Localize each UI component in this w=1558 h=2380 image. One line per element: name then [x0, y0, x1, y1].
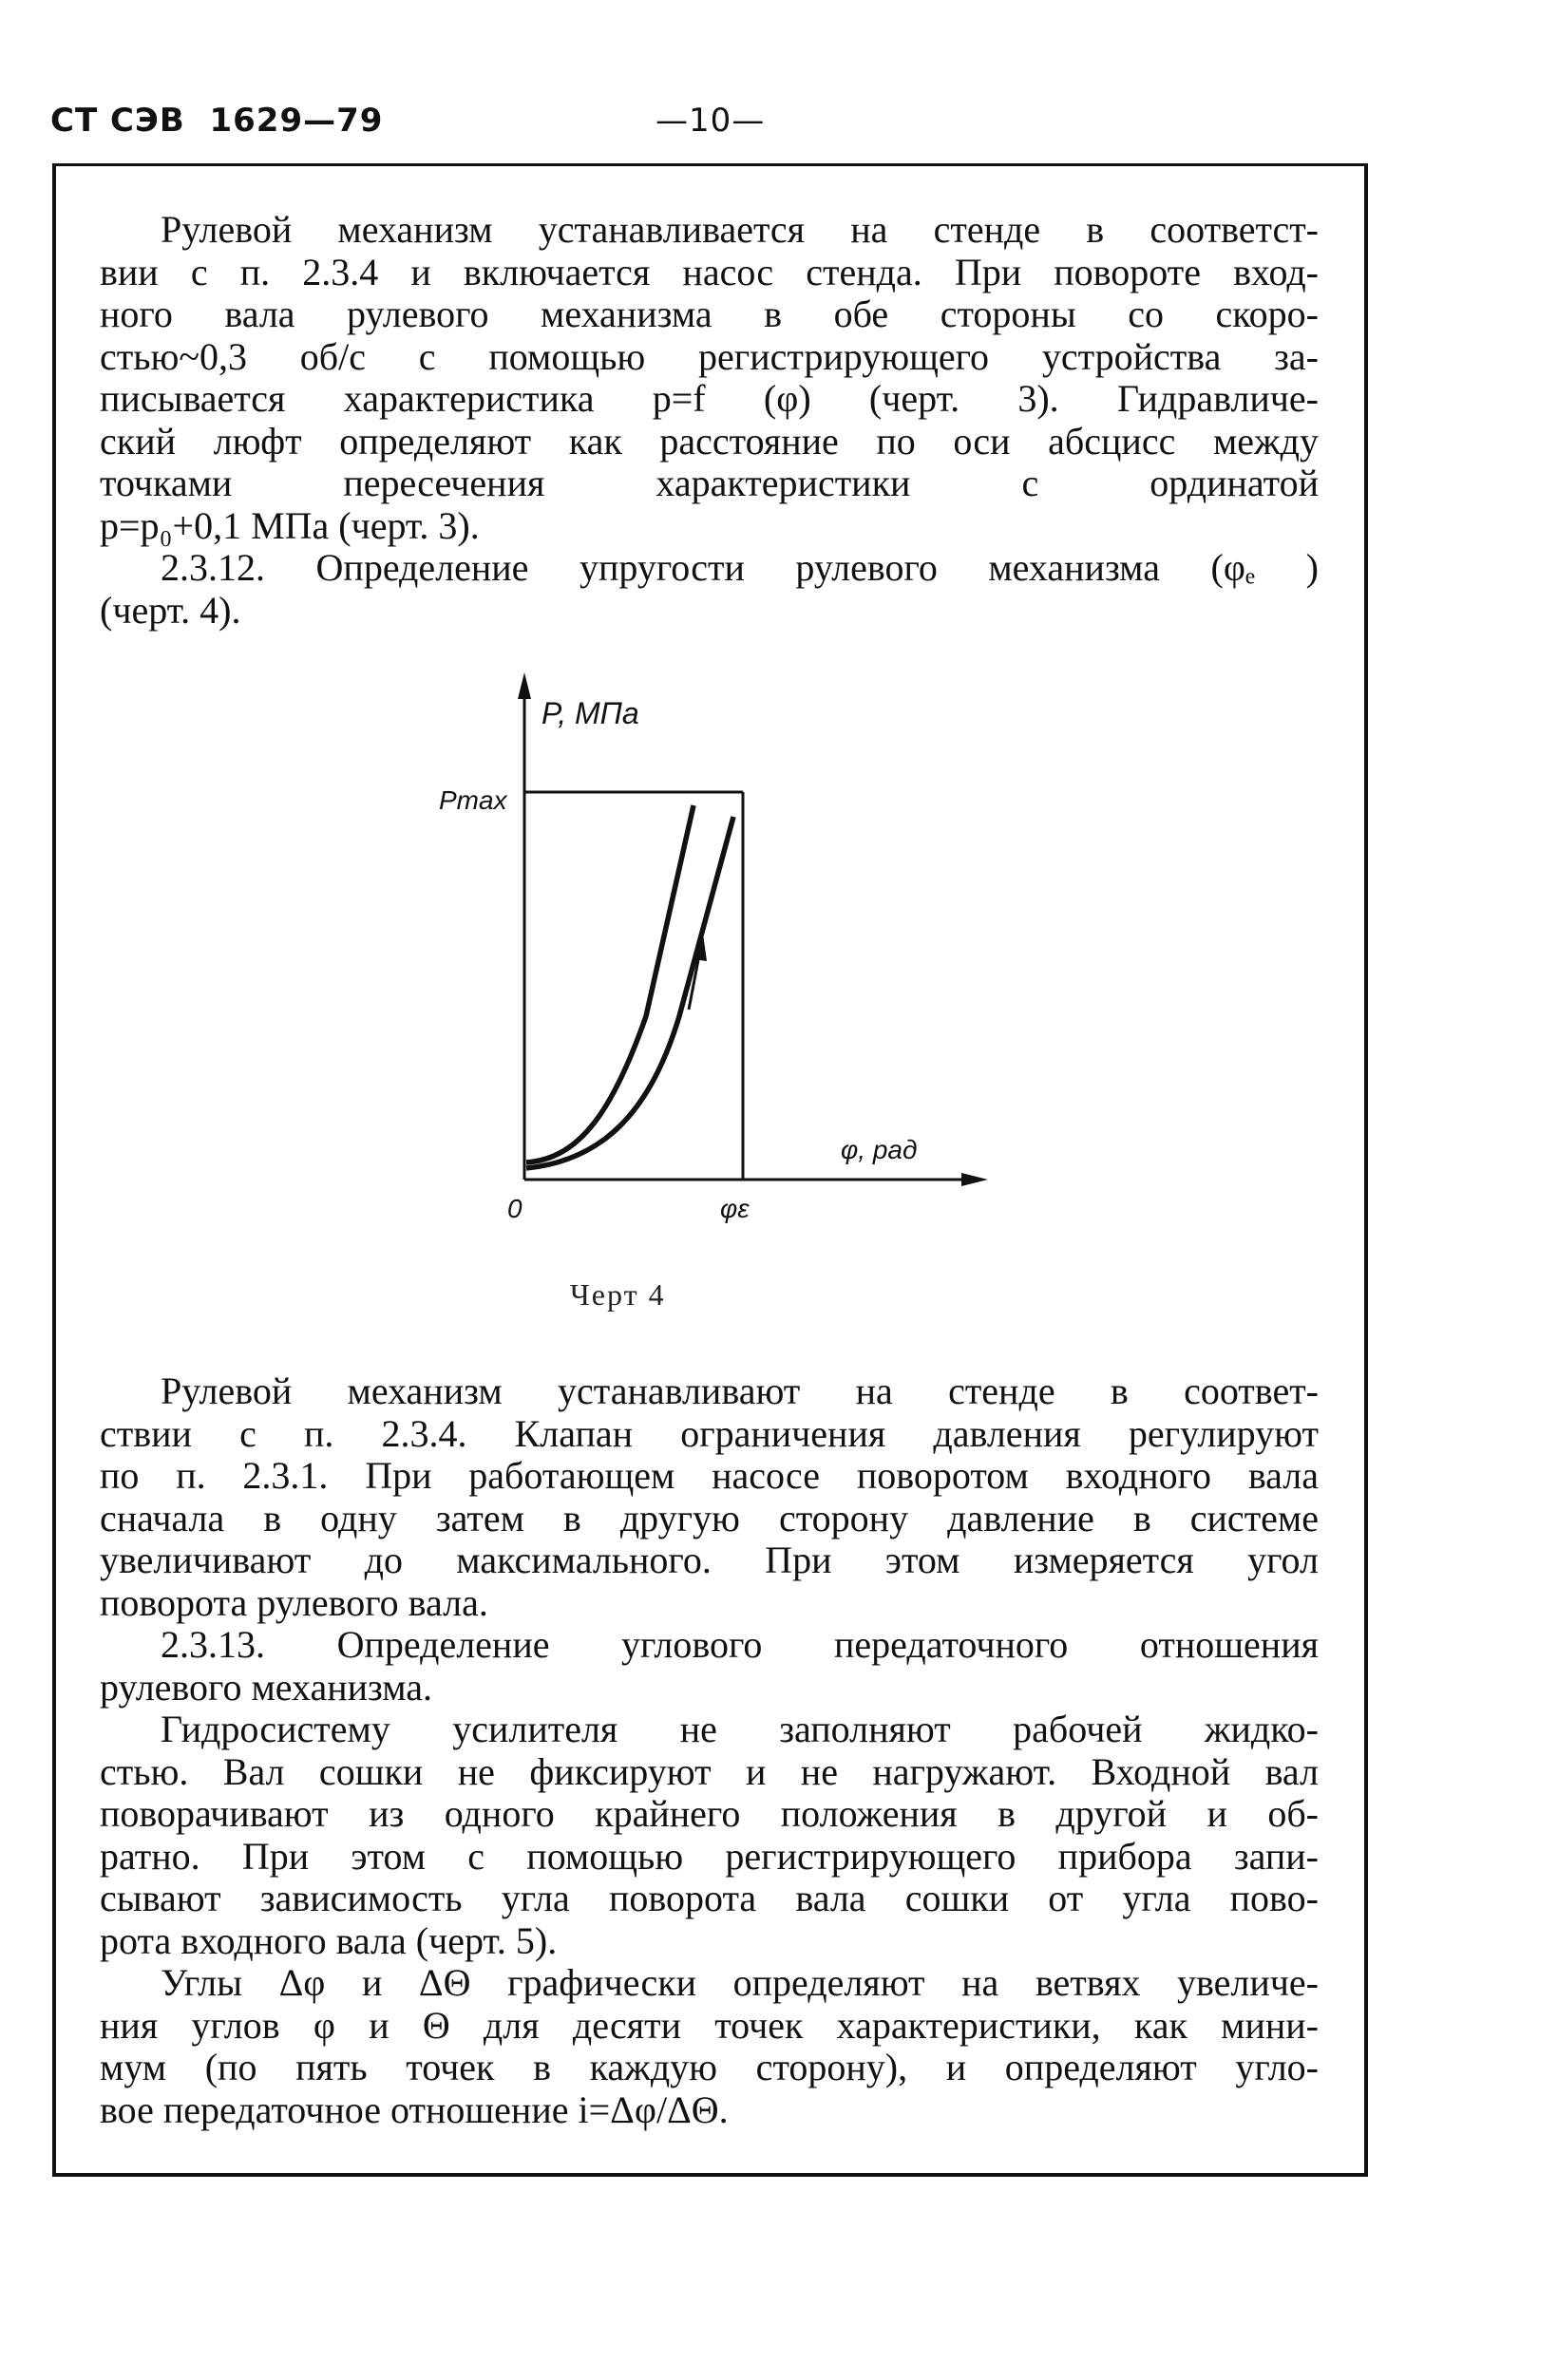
text-line: по п. 2.3.1. При работающем насосе поворотом входного вала [100, 1454, 1319, 1497]
origin-label: 0 [507, 1194, 522, 1223]
p-max-label: Pmax [439, 785, 507, 815]
text-block-upper [100, 209, 1319, 632]
text-block-lower [100, 1370, 1319, 2131]
text-line: рулевого механизма. [100, 1665, 433, 1709]
phi-e-label: φε [720, 1194, 750, 1223]
elasticity-chart [418, 665, 1026, 1273]
text-line: вии с п. 2.3.4 и включается насос стенда. При повороте вход- [100, 250, 1319, 293]
page-number: —10— [656, 102, 766, 140]
figure-caption: Черт 4 [570, 1277, 666, 1312]
text-line: Рулевой механизм устанавливается на стенде в соответст- [161, 208, 1319, 251]
x-axis-arrow-icon [961, 1173, 988, 1186]
text-line: ский люфт определяют как расстояние по оси абсцисс между [100, 419, 1319, 463]
text-line: стью~0,3 об/с с помощью регистрирующего устройства за- [100, 334, 1319, 378]
curve-unloading [526, 817, 733, 1168]
text-line: рота входного вала (черт. 5). [100, 1918, 558, 1962]
text-line: ратно. При этом с помощью регистрирующего прибора запи- [100, 1834, 1319, 1878]
x-axis-label: φ, рад [841, 1135, 918, 1164]
y-axis-label: P, МПа [542, 696, 639, 730]
text-line: писывается характеристика p=f (φ) (черт. 3). Гидравличе- [100, 377, 1319, 420]
text-line: поворота рулевого вала. [100, 1580, 488, 1624]
text-line: мум (по пять точек в каждую сторону), и определяют угло- [100, 2046, 1319, 2088]
curve-loading [526, 805, 694, 1162]
text-line: ствии с п. 2.3.4. Клапан ограничения давления регулируют [100, 1411, 1319, 1455]
text-line: поворачивают из одного крайнего положения в другой и об- [100, 1792, 1319, 1835]
text-line: вое передаточное отношение i=Δφ/ΔΘ. [100, 2087, 729, 2131]
text-line: (черт. 4). [100, 588, 241, 632]
text-line: сывают зависимость угла поворота вала сошки от угла пово- [100, 1877, 1319, 1919]
text-line: Гидросистему усилителя не заполняют рабочей жидко- [161, 1708, 1319, 1750]
text-line: сначала в одну затем в другую сторону давление в системе [100, 1496, 1319, 1539]
text-line: ния углов φ и Θ для десяти точек характеристики, как мини- [100, 2003, 1319, 2047]
text-line: Углы Δφ и ΔΘ графически определяют на ветвях увеличе- [161, 1961, 1319, 2004]
text-line: p=p₀+0,1 МПа (черт. 3). [100, 503, 480, 547]
section-heading-2-3-12: 2.3.12. Определение упругости рулевого механизма (φₑ ) [161, 546, 1319, 589]
standard-designation: СТ СЭВ 1629—79 [50, 102, 384, 140]
section-heading-2-3-13: 2.3.13. Определение углового передаточного отношения [161, 1623, 1319, 1666]
text-line: Рулевой механизм устанавливают на стенде в соответ- [161, 1369, 1319, 1412]
text-line: увеличивают до максимального. При этом измеряется угол [100, 1539, 1319, 1581]
text-line: точками пересечения характеристики с ординатой [100, 462, 1319, 504]
y-axis-arrow-icon [518, 672, 531, 699]
text-line: стью. Вал сошки не фиксируют и не нагружают. Входной вал [100, 1749, 1319, 1793]
text-line: ного вала рулевого механизма в обе стороны со скоро- [100, 293, 1319, 335]
